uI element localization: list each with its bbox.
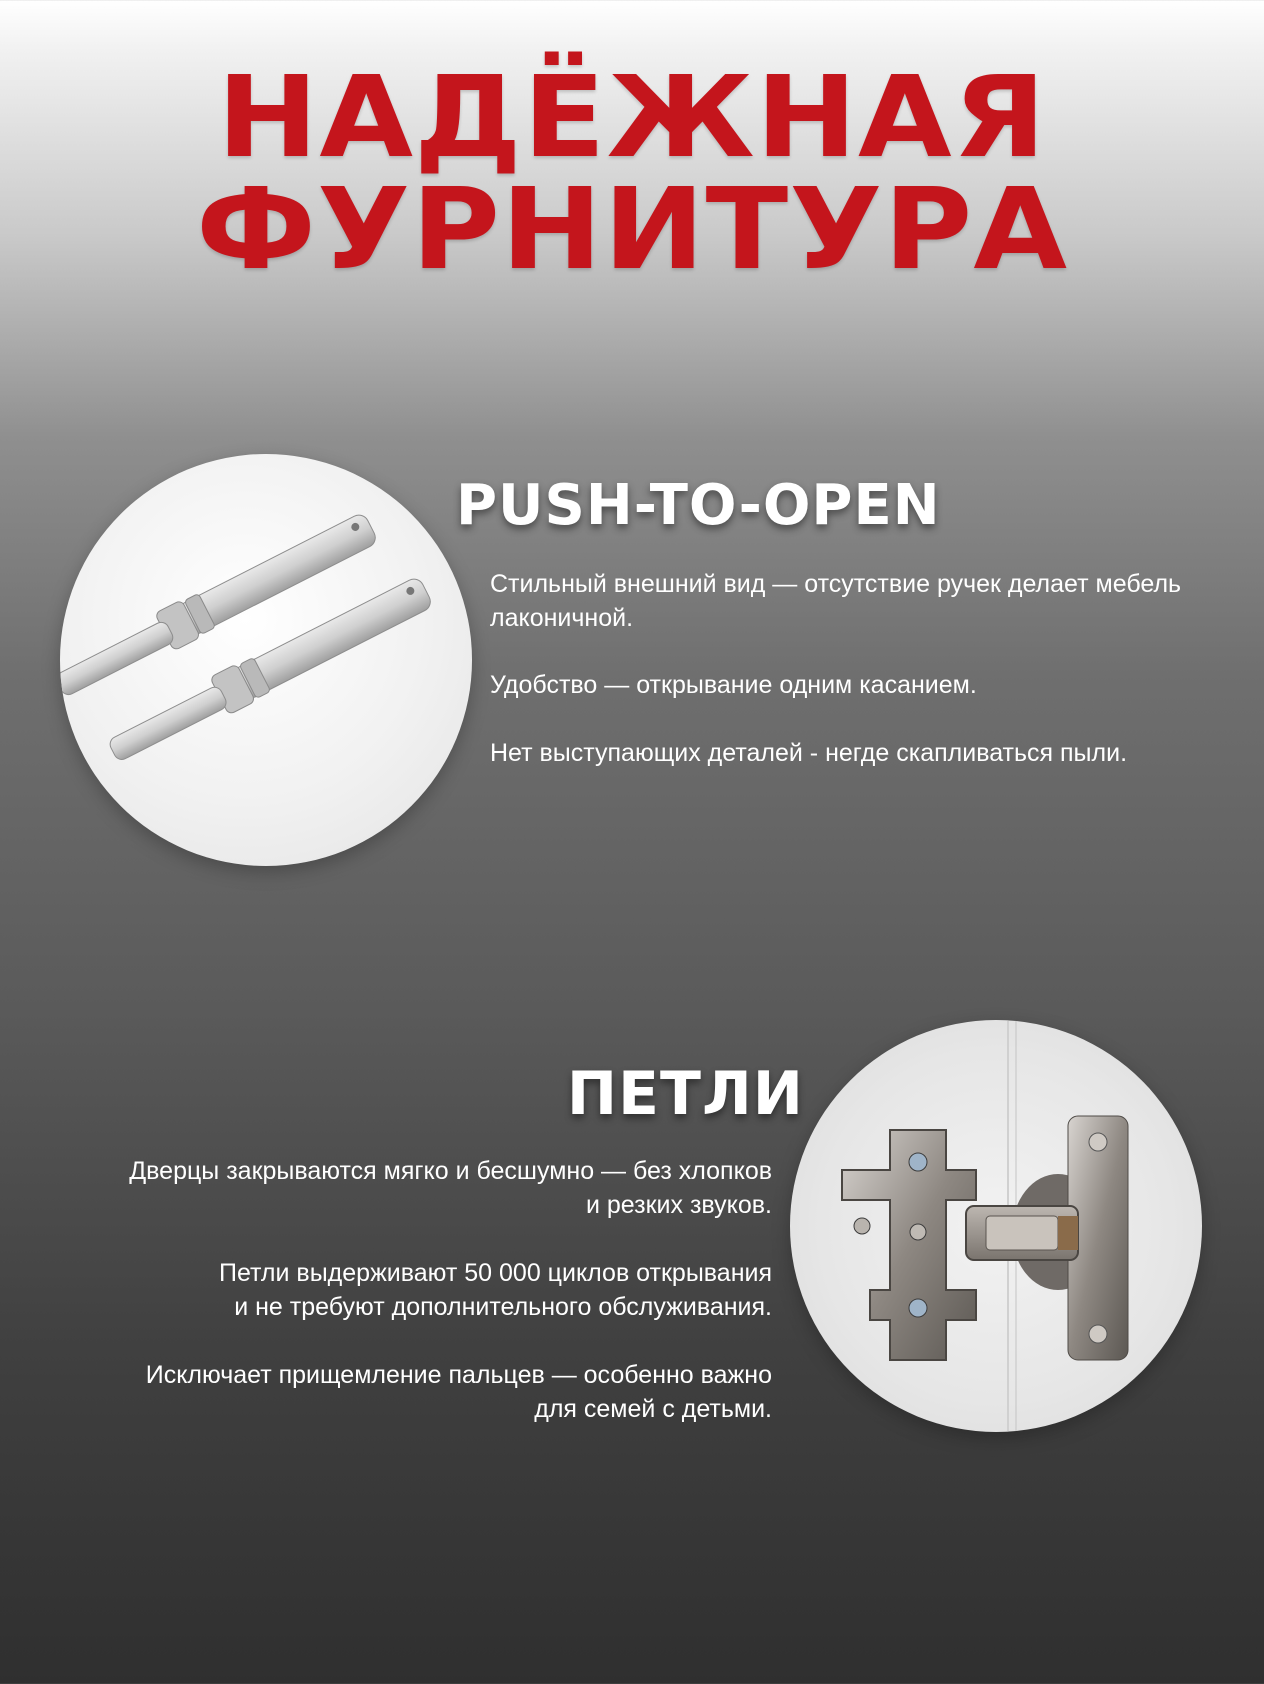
page-title-line1: НАДЁЖНАЯ (217, 53, 1047, 183)
hinges-title: ПЕТЛИ (566, 1059, 804, 1129)
hinges-paragraph-3-line-2: для семей с детьми. (534, 1395, 772, 1423)
push-to-open-paragraph-2-text: Удобство — открывание одним касанием. (490, 671, 977, 699)
page-title (0, 53, 1264, 295)
hinges-paragraph-3 (60, 1358, 772, 1426)
push-to-open-image (60, 454, 472, 866)
push-to-open-paragraph-1-line-2: лаконичной. (490, 604, 634, 632)
hinge-icon (790, 1020, 1202, 1432)
push-to-open-title: PUSH-TO-OPEN (456, 473, 941, 538)
hinges-paragraph-1-line-2: и резких звуков. (585, 1191, 772, 1219)
hinges-image (790, 1020, 1202, 1432)
hinges-paragraph-1-line-1: Дверцы закрываются мягко и бесшумно — без хлопков (129, 1157, 772, 1185)
push-to-open-paragraph-1-line-1: Стильный внешний вид — отсутствие ручек делает мебель (490, 570, 1182, 598)
push-to-open-paragraph-3 (490, 736, 1190, 770)
push-to-open-paragraph-2 (490, 668, 1190, 702)
push-to-open-paragraph-1 (490, 567, 1190, 635)
hinges-paragraph-3-line-1: Исключает прищемление пальцев — особенно важно (145, 1361, 772, 1389)
hinges-paragraph-1 (60, 1154, 772, 1222)
hinges-paragraph-2 (60, 1256, 772, 1324)
hinges-paragraph-2-line-1: Петли выдерживают 50 000 циклов открывания (218, 1259, 772, 1287)
page-title-line2: ФУРНИТУРА (195, 165, 1069, 295)
hinges-paragraph-2-line-2: и не требуют дополнительного обслуживания. (234, 1293, 772, 1321)
push-to-open-paragraph-3-text: Нет выступающих деталей - негде скапливаться пыли. (490, 739, 1128, 767)
push-latch-icon (60, 454, 472, 866)
